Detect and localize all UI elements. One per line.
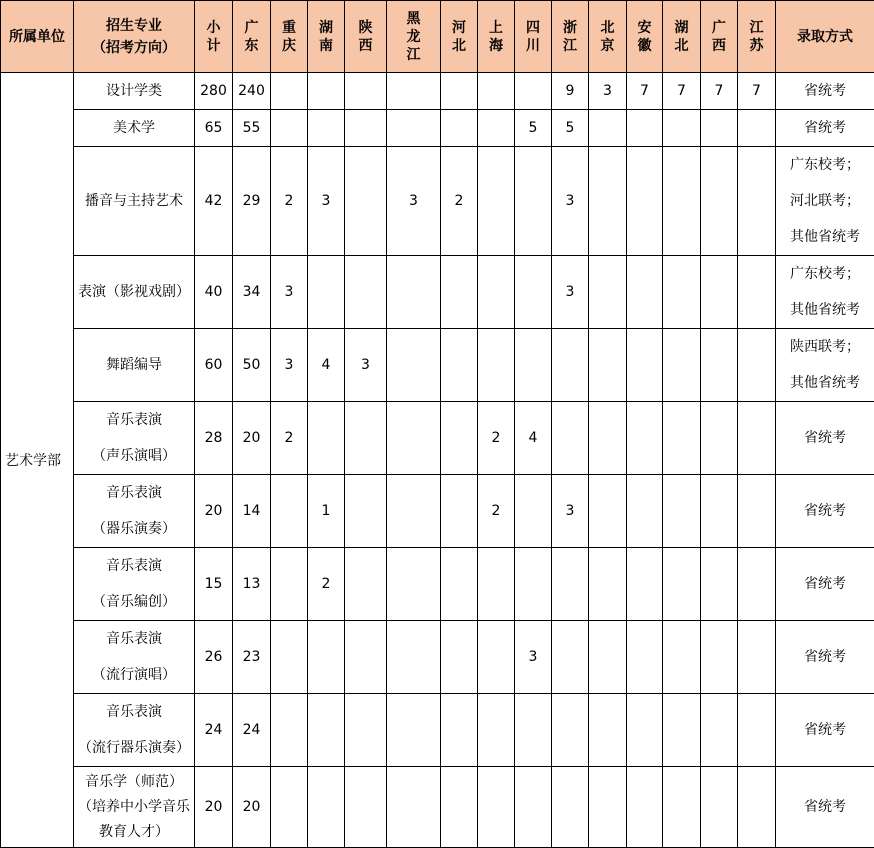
admission-cell — [776, 147, 874, 256]
quota-sichuan — [515, 329, 552, 402]
quota-chongqing — [271, 694, 308, 767]
header-unit: 所属单位 — [1, 1, 74, 73]
quota-guangxi — [701, 329, 738, 402]
quota-hebei: 2 — [441, 147, 478, 256]
quota-shaanxi — [345, 402, 387, 475]
admission-cell — [776, 694, 874, 767]
header-hubei-char: 北 — [663, 37, 700, 55]
quota-jiangsu — [738, 329, 776, 402]
header-shanghai-char: 海 — [478, 37, 514, 55]
admission-cell — [776, 402, 874, 475]
quota-shaanxi: 3 — [345, 329, 387, 402]
header-anhui-char: 徽 — [627, 37, 662, 55]
header-hubei — [663, 1, 701, 73]
quota-guangxi — [701, 767, 738, 848]
quota-shanghai — [478, 110, 515, 147]
quota-hebei — [441, 256, 478, 329]
major-cell — [74, 256, 195, 329]
quota-shanghai — [478, 767, 515, 848]
quota-heilongjiang — [387, 110, 441, 147]
major-line: 设计学类 — [74, 73, 194, 109]
header-subtotal-char: 小 — [195, 19, 232, 37]
header-guangxi — [701, 1, 738, 73]
table-row — [1, 73, 874, 110]
major-line: （声乐演唱） — [74, 438, 194, 474]
quota-hebei — [441, 110, 478, 147]
header-hunan — [308, 1, 345, 73]
quota-beijing — [589, 256, 627, 329]
quota-sichuan — [515, 767, 552, 848]
quota-anhui — [627, 256, 663, 329]
quota-guangxi — [701, 548, 738, 621]
admission-line: 省统考 — [776, 73, 874, 109]
major-cell — [74, 147, 195, 256]
major-line: （音乐编创） — [74, 584, 194, 620]
quota-guangdong: 240 — [233, 73, 271, 110]
quota-shanghai — [478, 329, 515, 402]
quota-heilongjiang — [387, 256, 441, 329]
quota-chongqing: 3 — [271, 329, 308, 402]
admission-line: 省统考 — [776, 110, 874, 146]
quota-hubei — [663, 475, 701, 548]
quota-zhejiang: 5 — [552, 110, 589, 147]
header-jiangsu-char: 苏 — [738, 37, 775, 55]
major-cell — [74, 475, 195, 548]
admission-line: 其他省统考 — [776, 219, 874, 255]
quota-shaanxi — [345, 147, 387, 256]
quota-guangxi — [701, 256, 738, 329]
quota-guangdong: 20 — [233, 767, 271, 848]
quota-guangdong: 13 — [233, 548, 271, 621]
quota-sichuan — [515, 548, 552, 621]
header-zhejiang — [552, 1, 589, 73]
quota-zhejiang — [552, 694, 589, 767]
major-line: 美术学 — [74, 110, 194, 146]
quota-beijing — [589, 694, 627, 767]
admission-line: 陕西联考； — [776, 329, 874, 365]
quota-hunan: 3 — [308, 147, 345, 256]
header-subtotal — [195, 1, 233, 73]
admission-line: 河北联考； — [776, 183, 874, 219]
quota-hubei — [663, 256, 701, 329]
quota-guangxi: 7 — [701, 73, 738, 110]
header-chongqing-char: 重 — [271, 19, 307, 37]
admission-cell — [776, 767, 874, 848]
quota-zhejiang: 9 — [552, 73, 589, 110]
header-hunan-char: 南 — [308, 37, 344, 55]
quota-beijing — [589, 147, 627, 256]
header-hebei-char: 河 — [441, 19, 477, 37]
admission-line: 省统考 — [776, 639, 874, 675]
quota-heilongjiang — [387, 402, 441, 475]
quota-hunan — [308, 621, 345, 694]
quota-anhui — [627, 548, 663, 621]
admission-cell — [776, 256, 874, 329]
quota-beijing — [589, 402, 627, 475]
header-anhui — [627, 1, 663, 73]
header-shanghai-char: 上 — [478, 19, 514, 37]
quota-hubei — [663, 767, 701, 848]
quota-anhui — [627, 475, 663, 548]
quota-subtotal: 60 — [195, 329, 233, 402]
quota-anhui: 7 — [627, 73, 663, 110]
quota-shanghai: 2 — [478, 402, 515, 475]
header-subtotal-char: 计 — [195, 37, 232, 55]
quota-heilongjiang — [387, 548, 441, 621]
quota-hebei — [441, 621, 478, 694]
quota-heilongjiang — [387, 621, 441, 694]
quota-jiangsu — [738, 475, 776, 548]
admission-line: 省统考 — [776, 493, 874, 529]
table-row — [1, 548, 874, 621]
quota-hunan — [308, 73, 345, 110]
quota-anhui — [627, 694, 663, 767]
table-row — [1, 147, 874, 256]
header-hebei-char: 北 — [441, 37, 477, 55]
major-line: 音乐表演 — [74, 694, 194, 730]
quota-beijing: 3 — [589, 73, 627, 110]
quota-guangdong: 23 — [233, 621, 271, 694]
quota-jiangsu — [738, 621, 776, 694]
quota-jiangsu — [738, 110, 776, 147]
quota-zhejiang: 3 — [552, 475, 589, 548]
quota-hebei — [441, 548, 478, 621]
admission-line: 其他省统考 — [776, 292, 874, 328]
header-sichuan-char: 四 — [515, 19, 551, 37]
table-row — [1, 329, 874, 402]
quota-zhejiang: 3 — [552, 147, 589, 256]
quota-hebei — [441, 694, 478, 767]
quota-subtotal: 20 — [195, 475, 233, 548]
quota-hubei — [663, 548, 701, 621]
quota-shanghai — [478, 694, 515, 767]
quota-subtotal: 40 — [195, 256, 233, 329]
header-shaanxi-char: 陕 — [345, 19, 386, 37]
quota-sichuan: 3 — [515, 621, 552, 694]
quota-heilongjiang — [387, 329, 441, 402]
admission-line: 广东校考； — [776, 256, 874, 292]
header-hubei-char: 湖 — [663, 19, 700, 37]
quota-zhejiang — [552, 402, 589, 475]
header-guangdong-char: 东 — [233, 37, 270, 55]
quota-zhejiang — [552, 767, 589, 848]
quota-jiangsu — [738, 402, 776, 475]
admission-line: 省统考 — [776, 420, 874, 456]
quota-hebei — [441, 475, 478, 548]
header-guangxi-char: 西 — [701, 37, 737, 55]
quota-guangdong: 34 — [233, 256, 271, 329]
header-shaanxi-char: 西 — [345, 37, 386, 55]
header-zhejiang-char: 浙 — [552, 19, 588, 37]
quota-jiangsu — [738, 256, 776, 329]
quota-chongqing — [271, 767, 308, 848]
quota-hunan: 2 — [308, 548, 345, 621]
header-beijing — [589, 1, 627, 73]
admission-line: 其他省统考 — [776, 365, 874, 401]
quota-shanghai — [478, 548, 515, 621]
header-heilongjiang-char: 江 — [387, 46, 440, 64]
quota-subtotal: 280 — [195, 73, 233, 110]
quota-guangdong: 55 — [233, 110, 271, 147]
header-major — [74, 1, 195, 73]
quota-guangxi — [701, 694, 738, 767]
quota-subtotal: 24 — [195, 694, 233, 767]
table-row — [1, 694, 874, 767]
admission-line: 省统考 — [776, 789, 874, 825]
quota-heilongjiang — [387, 73, 441, 110]
header-sichuan-char: 川 — [515, 37, 551, 55]
quota-zhejiang — [552, 329, 589, 402]
quota-hubei — [663, 621, 701, 694]
header-chongqing — [271, 1, 308, 73]
major-line: 教育人才） — [74, 820, 194, 845]
quota-chongqing: 3 — [271, 256, 308, 329]
table-row — [1, 256, 874, 329]
quota-guangxi — [701, 147, 738, 256]
admission-cell — [776, 621, 874, 694]
quota-beijing — [589, 548, 627, 621]
quota-anhui — [627, 329, 663, 402]
admission-cell — [776, 548, 874, 621]
quota-sichuan: 4 — [515, 402, 552, 475]
quota-shaanxi — [345, 475, 387, 548]
header-hunan-char: 湖 — [308, 19, 344, 37]
quota-hubei: 7 — [663, 73, 701, 110]
quota-shanghai — [478, 621, 515, 694]
quota-chongqing — [271, 475, 308, 548]
quota-anhui — [627, 621, 663, 694]
major-cell — [74, 694, 195, 767]
quota-hunan — [308, 110, 345, 147]
quota-subtotal: 20 — [195, 767, 233, 848]
quota-zhejiang — [552, 621, 589, 694]
major-line: 音乐表演 — [74, 402, 194, 438]
quota-heilongjiang — [387, 694, 441, 767]
quota-beijing — [589, 329, 627, 402]
quota-shanghai — [478, 256, 515, 329]
quota-guangxi — [701, 621, 738, 694]
quota-hunan: 1 — [308, 475, 345, 548]
quota-guangxi — [701, 402, 738, 475]
header-heilongjiang — [387, 1, 441, 73]
quota-sichuan — [515, 694, 552, 767]
major-cell — [74, 548, 195, 621]
header-row — [1, 1, 874, 73]
admission-line: 省统考 — [776, 566, 874, 602]
quota-jiangsu — [738, 694, 776, 767]
quota-chongqing — [271, 548, 308, 621]
quota-anhui — [627, 147, 663, 256]
quota-hunan — [308, 767, 345, 848]
header-beijing-char: 北 — [589, 19, 626, 37]
admission-cell — [776, 475, 874, 548]
quota-heilongjiang — [387, 767, 441, 848]
admission-line: 广东校考； — [776, 147, 874, 183]
quota-beijing — [589, 621, 627, 694]
header-anhui-char: 安 — [627, 19, 662, 37]
header-zhejiang-char: 江 — [552, 37, 588, 55]
major-line: （培养中小学音乐 — [74, 795, 194, 820]
quota-guangdong: 29 — [233, 147, 271, 256]
major-line: 音乐表演 — [74, 475, 194, 511]
quota-hunan: 4 — [308, 329, 345, 402]
quota-shaanxi — [345, 110, 387, 147]
major-line: 播音与主持艺术 — [74, 183, 194, 219]
header-shanghai — [478, 1, 515, 73]
quota-hunan — [308, 402, 345, 475]
quota-hunan — [308, 256, 345, 329]
quota-jiangsu — [738, 548, 776, 621]
major-line: 音乐表演 — [74, 621, 194, 657]
header-guangdong — [233, 1, 271, 73]
quota-hubei — [663, 402, 701, 475]
quota-guangdong: 24 — [233, 694, 271, 767]
quota-chongqing — [271, 73, 308, 110]
admission-cell — [776, 73, 874, 110]
quota-sichuan: 5 — [515, 110, 552, 147]
quota-beijing — [589, 767, 627, 848]
major-cell — [74, 73, 195, 110]
quota-jiangsu — [738, 147, 776, 256]
header-jiangsu-char: 江 — [738, 19, 775, 37]
header-jiangsu — [738, 1, 776, 73]
quota-hebei — [441, 73, 478, 110]
table-row — [1, 402, 874, 475]
header-sichuan — [515, 1, 552, 73]
quota-shaanxi — [345, 73, 387, 110]
major-cell — [74, 621, 195, 694]
quota-chongqing — [271, 621, 308, 694]
quota-jiangsu — [738, 767, 776, 848]
quota-heilongjiang: 3 — [387, 147, 441, 256]
header-guangdong-char: 广 — [233, 19, 270, 37]
quota-guangxi — [701, 475, 738, 548]
header-shaanxi — [345, 1, 387, 73]
quota-beijing — [589, 475, 627, 548]
quota-jiangsu: 7 — [738, 73, 776, 110]
quota-subtotal: 26 — [195, 621, 233, 694]
quota-guangxi — [701, 110, 738, 147]
table-row — [1, 767, 874, 848]
quota-shanghai: 2 — [478, 475, 515, 548]
quota-sichuan — [515, 256, 552, 329]
quota-subtotal: 15 — [195, 548, 233, 621]
quota-zhejiang — [552, 548, 589, 621]
header-major-line2: （招考方向） — [74, 37, 194, 59]
admission-cell — [776, 110, 874, 147]
quota-sichuan — [515, 475, 552, 548]
quota-hebei — [441, 402, 478, 475]
table-row — [1, 475, 874, 548]
major-line: 音乐学（师范） — [74, 770, 194, 795]
header-beijing-char: 京 — [589, 37, 626, 55]
quota-hebei — [441, 767, 478, 848]
quota-chongqing — [271, 110, 308, 147]
quota-shaanxi — [345, 694, 387, 767]
major-cell — [74, 767, 195, 848]
header-guangxi-char: 广 — [701, 19, 737, 37]
major-line: （流行器乐演奏） — [74, 730, 194, 766]
quota-shaanxi — [345, 621, 387, 694]
quota-anhui — [627, 767, 663, 848]
major-line: 音乐表演 — [74, 548, 194, 584]
header-heilongjiang-char: 龙 — [387, 28, 440, 46]
quota-hubei — [663, 147, 701, 256]
major-line: 表演（影视戏剧） — [74, 274, 194, 310]
quota-beijing — [589, 110, 627, 147]
quota-chongqing: 2 — [271, 147, 308, 256]
quota-hunan — [308, 694, 345, 767]
table-row — [1, 621, 874, 694]
header-chongqing-char: 庆 — [271, 37, 307, 55]
admission-cell — [776, 329, 874, 402]
quota-shanghai — [478, 147, 515, 256]
quota-shaanxi — [345, 767, 387, 848]
major-line: （流行演唱） — [74, 657, 194, 693]
quota-heilongjiang — [387, 475, 441, 548]
major-cell — [74, 402, 195, 475]
header-admission: 录取方式 — [776, 1, 874, 73]
major-line: （器乐演奏） — [74, 511, 194, 547]
quota-subtotal: 42 — [195, 147, 233, 256]
quota-hubei — [663, 694, 701, 767]
quota-guangdong: 50 — [233, 329, 271, 402]
quota-shaanxi — [345, 548, 387, 621]
header-major-line1: 招生专业 — [74, 15, 194, 37]
quota-subtotal: 28 — [195, 402, 233, 475]
header-heilongjiang-char: 黑 — [387, 10, 440, 28]
table-row — [1, 110, 874, 147]
quota-zhejiang: 3 — [552, 256, 589, 329]
quota-hubei — [663, 110, 701, 147]
quota-guangdong: 20 — [233, 402, 271, 475]
quota-subtotal: 65 — [195, 110, 233, 147]
major-cell — [74, 329, 195, 402]
quota-sichuan — [515, 73, 552, 110]
admission-line: 省统考 — [776, 712, 874, 748]
major-line: 舞蹈编导 — [74, 347, 194, 383]
quota-hebei — [441, 329, 478, 402]
unit-cell: 艺术学部 — [1, 73, 74, 848]
header-hebei — [441, 1, 478, 73]
quota-shanghai — [478, 73, 515, 110]
quota-chongqing: 2 — [271, 402, 308, 475]
quota-anhui — [627, 110, 663, 147]
quota-hubei — [663, 329, 701, 402]
quota-guangdong: 14 — [233, 475, 271, 548]
quota-sichuan — [515, 147, 552, 256]
quota-anhui — [627, 402, 663, 475]
major-cell — [74, 110, 195, 147]
quota-shaanxi — [345, 256, 387, 329]
